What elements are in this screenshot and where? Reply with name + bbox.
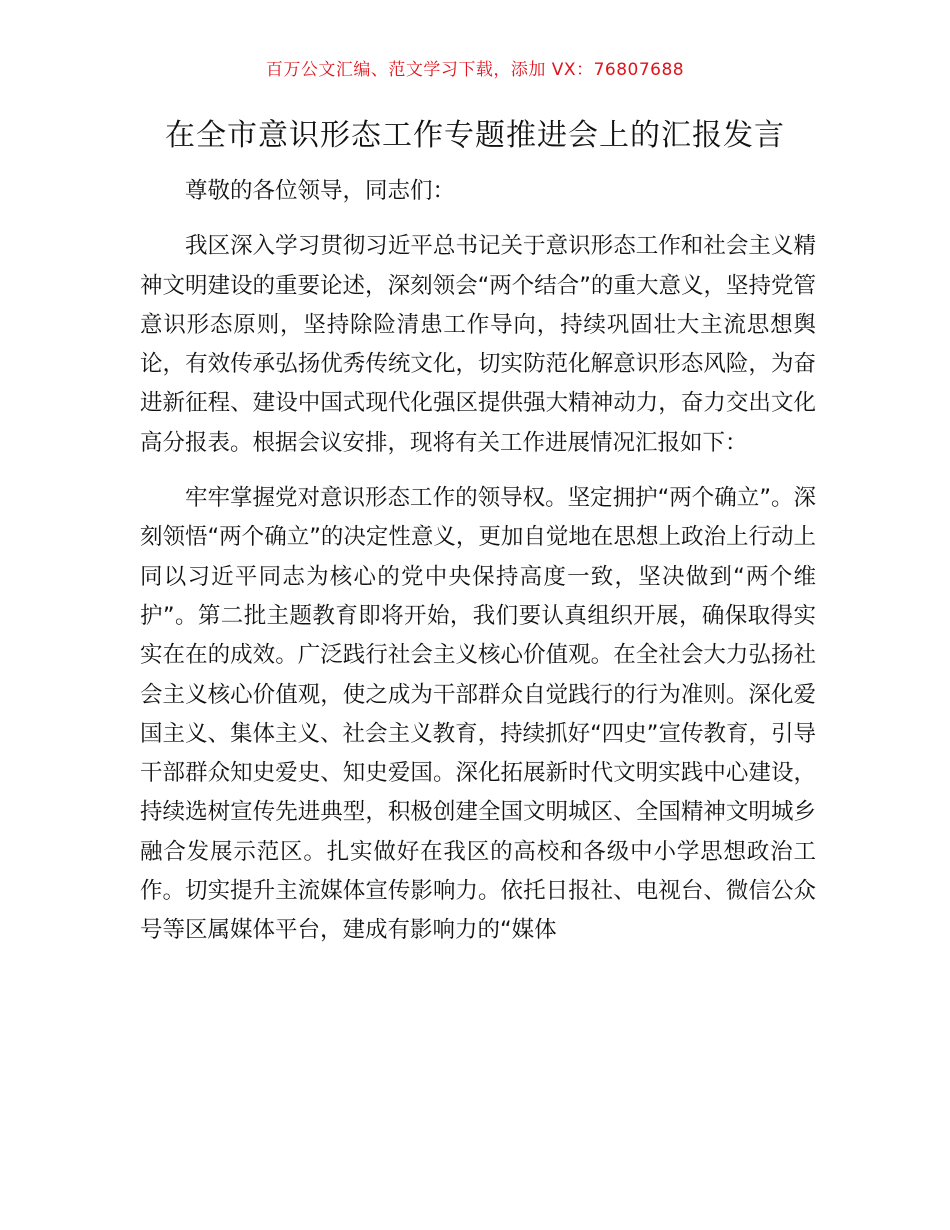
- document-title: 在全市意识形态工作专题推进会上的汇报发言: [165, 118, 785, 153]
- paragraph-leadership: 牢牢掌握党对意识形态工作的领导权。坚定拥护“两个确立”。深刻领悟“两个确立”的决定性意义，更加自觉地在思想上政治上行动上同以习近平同志为核心的党中央保持高度一致，坚决做到“两个维护”。第二批主题教育即将开始，我们要认真组织开展，确保取得实实在在的成效。广泛践行社会主义核心价值观。在全社会大力弘扬社会主义核心价值观，使之成为干部群众自觉践行的行为准则。深化爱国主义、集体主义、社会主义教育，持续抓好“四史”宣传教育，引导干部群众知史爱史、知史爱国。深化拓展新时代文明实践中心建设，持续选树宣传先进典型，积极创建全国文明城区、全国精神文明城乡融合发展示范区。扎实做好在我区的高校和各级中小学思想政治工作。切实提升主流媒体宣传影响力。依托日报社、电视台、微信公众号等区属媒体平台，建成有影响力的“媒体: [140, 485, 816, 944]
- header-banner: 百万公文汇编、范文学习下载，添加 VX：76807688: [265, 60, 685, 80]
- salutation: 尊敬的各位领导，同志们：: [185, 178, 456, 204]
- document-body: [140, 172, 816, 951]
- paragraph-intro: 我区深入学习贯彻习近平总书记关于意识形态工作和社会主义精神文明建设的重要论述，深刻领会“两个结合”的重大意义，坚持党管意识形态原则，坚持除险清患工作导向，持续巩固壮大主流思想舆论，有效传承弘扬优秀传统文化，切实防范化解意识形态风险，为奋进新征程、建设中国式现代化强区提供强大精神动力，奋力交出文化高分报表。根据会议安排，现将有关工作进展情况汇报如下：: [140, 233, 816, 456]
